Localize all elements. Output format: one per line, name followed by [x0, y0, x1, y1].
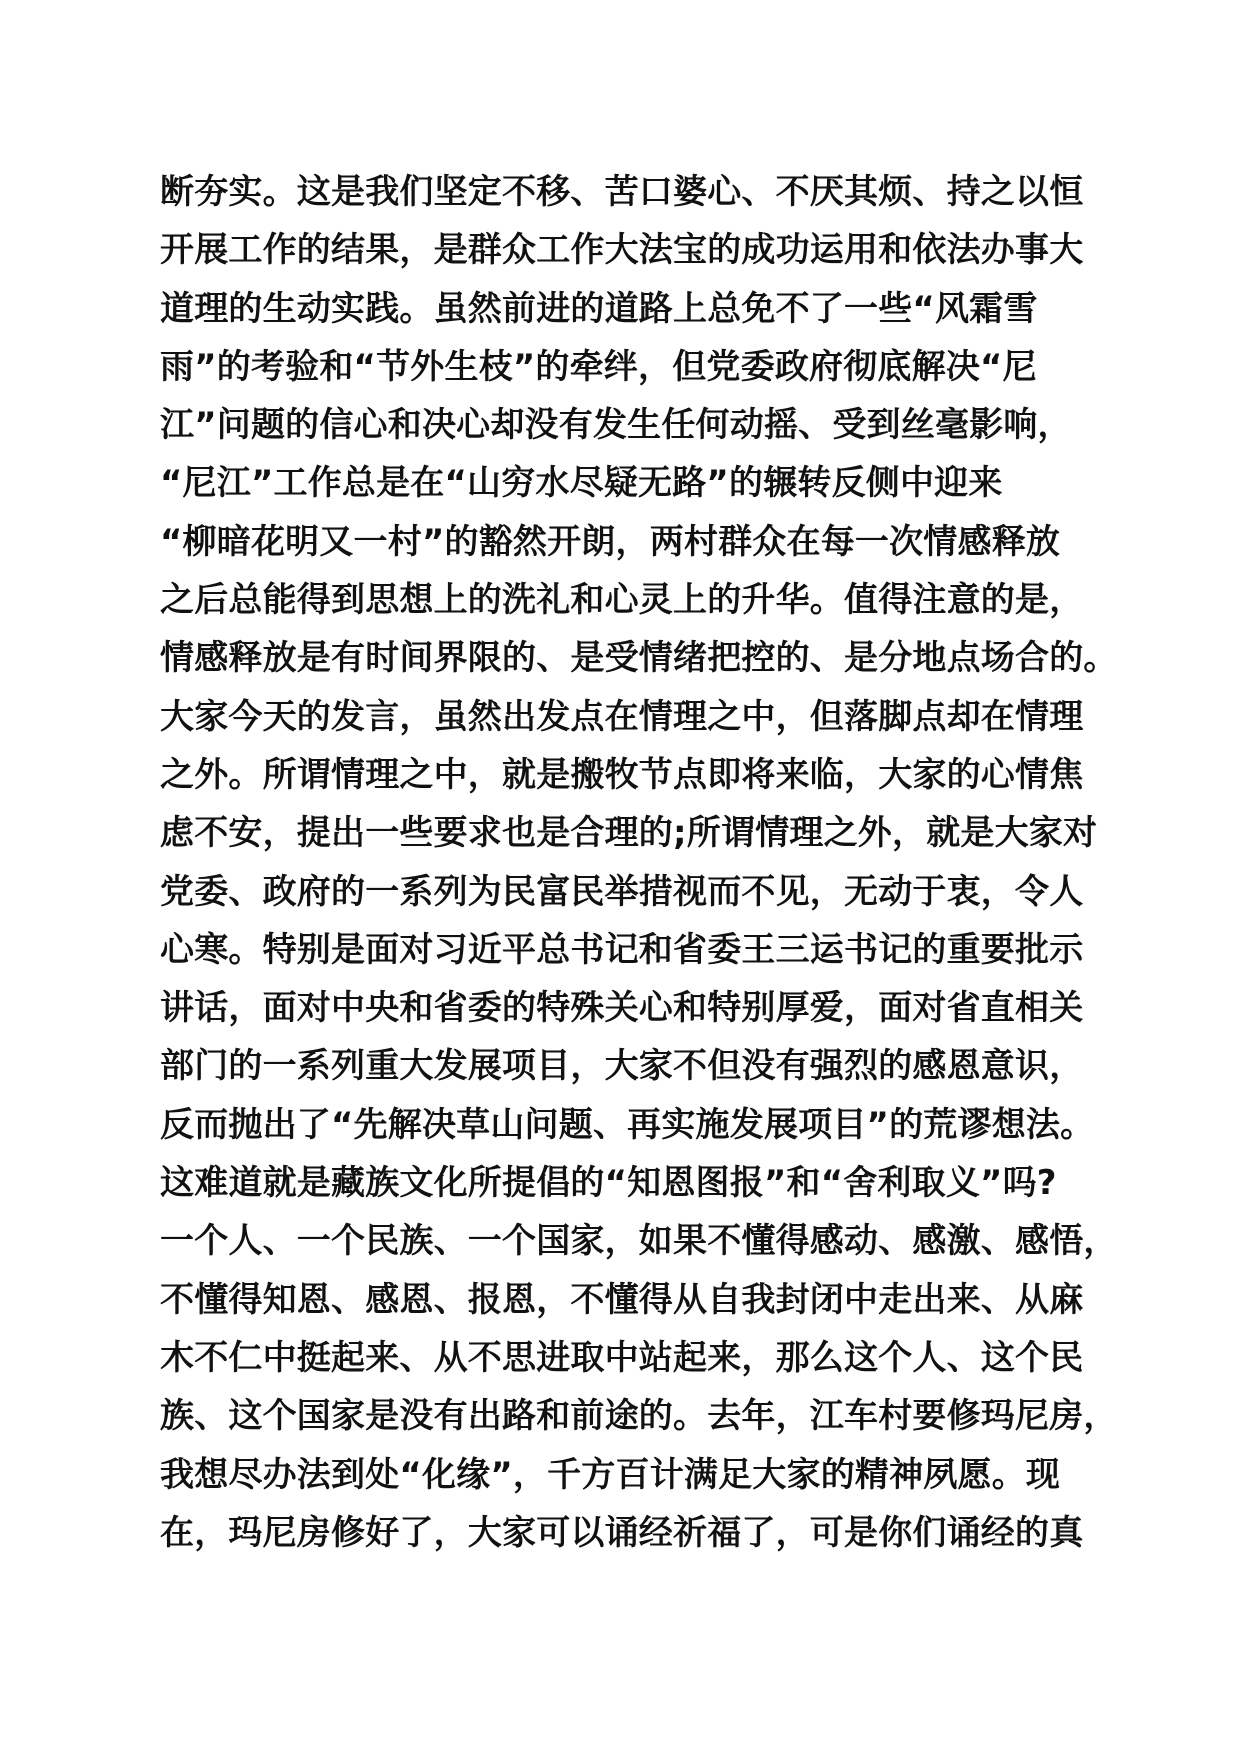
- text-line: “柳暗花明又一村”的豁然开朗，两村群众在每一次情感释放: [160, 521, 1061, 562]
- text-line: 开展工作的结果，是群众工作大法宝的成功运用和依法办事大: [160, 230, 1084, 271]
- text-line: 在，玛尼房修好了，大家可以诵经祈福了，可是你们诵经的真: [160, 1512, 1084, 1553]
- text-line: 之外。所谓情理之中，就是搬牧节点即将来临，大家的心情焦: [160, 754, 1084, 795]
- text-line: 心寒。特别是面对习近平总书记和省委王三运书记的重要批示: [160, 929, 1084, 970]
- text-line: 部门的一系列重大发展项目，大家不但没有强烈的感恩意识，: [160, 1046, 1084, 1087]
- text-line: 之后总能得到思想上的洗礼和心灵上的升华。值得注意的是，: [160, 580, 1084, 621]
- text-line: 一个人、一个民族、一个国家，如果不懂得感动、感激、感悟，: [160, 1221, 1118, 1262]
- text-line: 江”问题的信心和决心却没有发生任何动摇、受到丝毫影响，: [160, 405, 1072, 446]
- text-line: 这难道就是藏族文化所提倡的“知恩图报”和“舍利取义”吗?: [160, 1163, 1057, 1204]
- text-line: 族、这个国家是没有出路和前途的。去年，江车村要修玛尼房，: [160, 1396, 1118, 1437]
- text-line: 木不仁中挺起来、从不思进取中站起来，那么这个人、这个民: [160, 1337, 1084, 1378]
- text-line: 党委、政府的一系列为民富民举措视而不见，无动于衷，令人: [160, 871, 1084, 912]
- text-line: 虑不安，提出一些要求也是合理的;所谓情理之外，就是大家对: [160, 813, 1098, 854]
- text-line: 反而抛出了“先解决草山问题、再实施发展项目”的荒谬想法。: [160, 1104, 1095, 1145]
- text-line: 大家今天的发言，虽然出发点在情理之中，但落脚点却在情理: [160, 696, 1084, 737]
- text-line: 讲话，面对中央和省委的特殊关心和特别厚爱，面对省直相关: [160, 988, 1084, 1029]
- text-line: 断夯实。这是我们坚定不移、苦口婆心、不厌其烦、持之以恒: [160, 172, 1084, 212]
- text-line: 我想尽办法到处“化缘”，千方百计满足大家的精神夙愿。现: [160, 1454, 1061, 1495]
- text-line: “尼江”工作总是在“山穷水尽疑无路”的辗转反侧中迎来: [160, 463, 1003, 504]
- text-line: 雨”的考验和“节外生枝”的牵绊，但党委政府彻底解决“尼: [160, 346, 1037, 387]
- text-line: 不懂得知恩、感恩、报恩，不懂得从自我封闭中走出来、从麻: [160, 1279, 1084, 1320]
- body-text: [160, 163, 1118, 1562]
- text-line: 道理的生动实践。虽然前进的道路上总免不了一些“风霜雪: [160, 288, 1038, 329]
- text-line: 情感释放是有时间界限的、是受情绪把控的、是分地点场合的。: [160, 638, 1118, 679]
